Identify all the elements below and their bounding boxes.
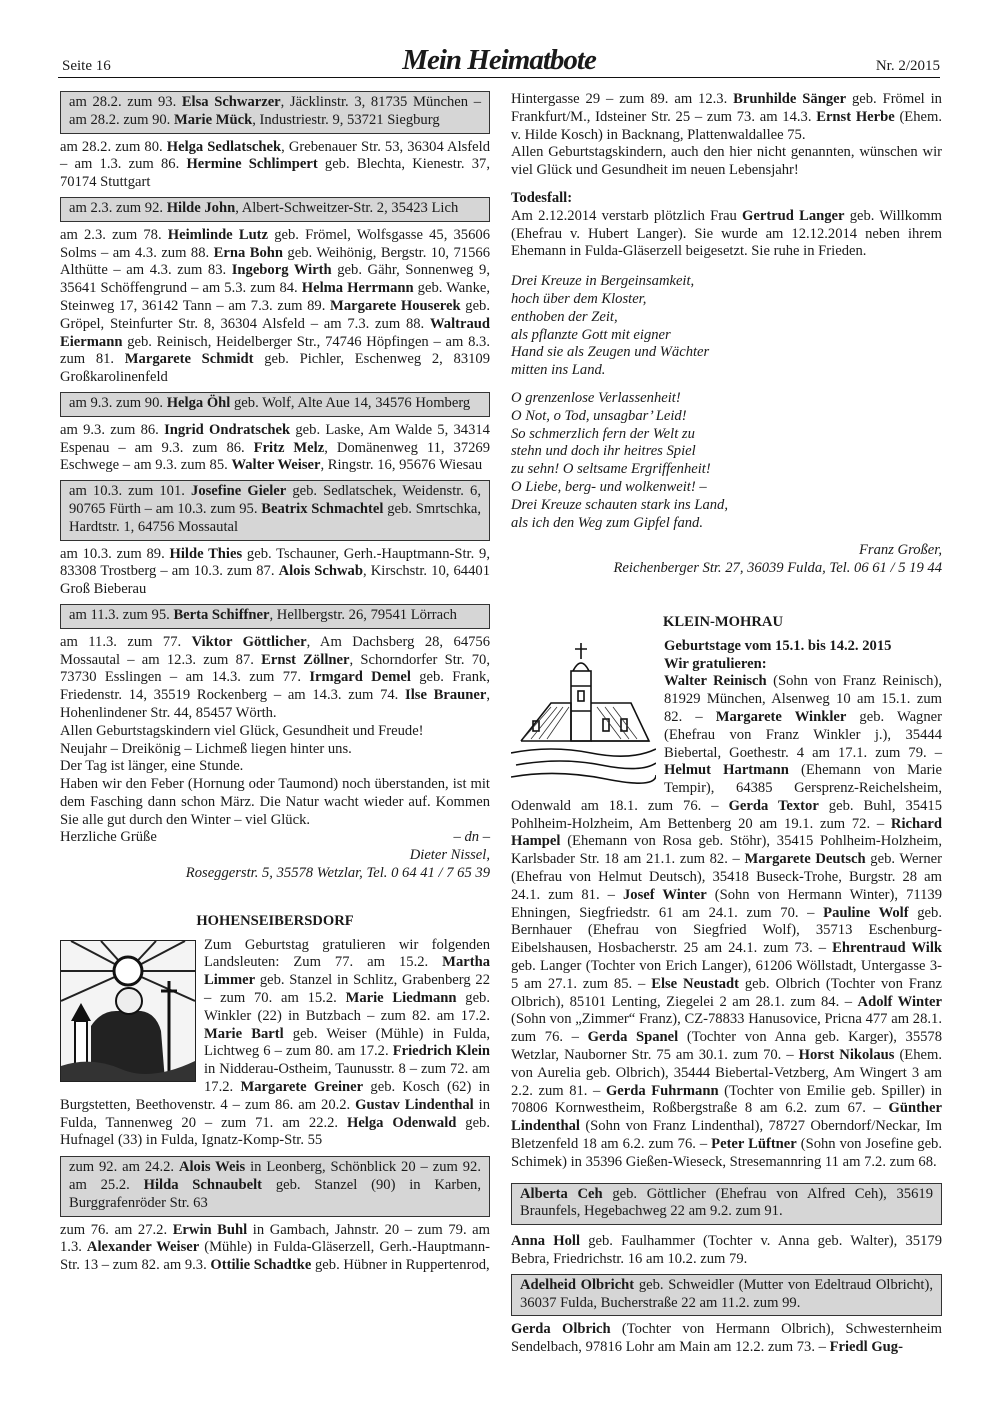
text-run: geb. Sedlatschek, Weidenstr. 6, 90765 Fürth – am 10.3. zum 95. — [69, 483, 481, 517]
poem-line: als pflanzte Gott mit eigner — [511, 326, 671, 343]
text-run: (Ehem. v. Hilde Kosch) in Backnang, Plattenwaldallee 75. — [511, 108, 942, 143]
text-run: , Domänenweg 11, 37269 Eschwege – am 9.3. zum 85. — [60, 439, 491, 474]
text-run: , Hohenlindener Str. 44, 85457 Wörth. — [60, 687, 490, 721]
text-run: in Leonberg, Schönblick 20 – zum 92. am 25.2. — [69, 1159, 481, 1194]
birthday-paragraph — [511, 1233, 942, 1269]
person-name: Brunhilde Sänger — [733, 91, 847, 107]
left-column — [60, 91, 490, 1275]
person-name: Walter Reinisch — [664, 673, 767, 690]
person-name: Irmgard Demel — [309, 669, 411, 686]
person-name: Gerda Fuhrmann — [605, 1082, 719, 1099]
text-run: (Sohn von „Zimmer“ Franz), CZ-78833 Hanusovice, Pricna 477 am 28.1. zum 76. – — [511, 1011, 942, 1046]
poem-line: Drei Kreuze schauten stark ins Land, — [511, 496, 729, 513]
person-name: Günther Lindenthal — [511, 1100, 942, 1135]
text-run: geb. Reinisch, Heidelberger Str., 74746 Höpfingen – am 8.3. zum 81. — [60, 333, 490, 368]
text-run: am 9.3. zum 86. — [60, 421, 165, 438]
section-title-klein-mohrau: KLEIN-MOHRAU — [663, 613, 783, 630]
text-run: (Sohn von Hermann Winter), 71139 Ehningen, Siegfriedstr. 61 am 24.1. zum 70. – — [511, 886, 943, 921]
closing-line: Der Tag ist länger, eine Stunde. — [60, 758, 244, 775]
person-name: Friedrich Klein — [392, 1043, 490, 1060]
closing-line: Neujahr – Dreikönig – Lichmeß liegen hinter uns. — [60, 740, 352, 757]
person-name: Alois Weis — [178, 1159, 246, 1176]
birthday-paragraph — [511, 1321, 942, 1357]
person-name: Else Neustadt — [651, 975, 739, 992]
birthday-box — [60, 197, 490, 222]
text-run: geb. Frank, Friedenstr. 14, 35519 Rockenberg – am 14.3. zum 74. — [60, 669, 490, 704]
person-name: Gerda Olbrich — [511, 1321, 611, 1338]
right-column — [511, 91, 942, 1357]
poem-line: stehn und doch ihr heitres Spiel — [511, 443, 696, 460]
greeting: Herzliche Grüße — [60, 829, 157, 846]
closing-line: Allen Geburtstagskindern viel Glück, Gesundheit und Freude! — [60, 722, 424, 739]
text-run: Hintergasse 29 – zum 89. am 12.3. — [511, 91, 734, 107]
person-name: Horst Nikolaus — [798, 1047, 895, 1064]
text-run: geb. Hufnagel (33) in Fulda, Ignatz-Komp-Str. 55 — [60, 1114, 490, 1149]
person-name: Margarete Greiner — [240, 1079, 364, 1096]
person-name: Helma Herrmann — [301, 280, 414, 297]
person-name: Ottilie Schadtke — [210, 1257, 312, 1274]
text-run: geb. Blechta, Kienestr. 37, 70174 Stuttgart — [60, 156, 490, 191]
woodcut-illustration — [60, 940, 196, 1082]
person-name: Walter Weiser — [231, 457, 321, 474]
poem-stanza-2 — [511, 390, 942, 532]
text-run: zum 92. am 24.2. — [69, 1159, 179, 1176]
page-header — [58, 44, 940, 78]
text-run: , Kirschstr. 10, 64401 Groß Bieberau — [60, 563, 490, 598]
closing-line: Haben wir den Feber (Hornung oder Taumond) noch überstanden, ist mit dem Fasching dann schon März. Die Natur wacht wieder auf. Kommen Sie alle gut durch den Winter – viel Glück. — [60, 776, 490, 828]
birthday-paragraph — [60, 227, 490, 387]
todesfall-title: Todesfall: — [511, 189, 573, 206]
hohenseibersdorf-block — [60, 937, 490, 1151]
person-name: Fritz Melz — [253, 439, 325, 456]
text-run: geb. Weiser (Mühle) in Fulda, Lichtweg 6 – zum 80. am 17.2. — [204, 1025, 490, 1060]
person-name: Helga Odenwald — [346, 1114, 457, 1131]
person-name: Hilde Thies — [169, 545, 243, 562]
text-run: geb. Laske, Am Walde 5, 34314 Espenau – am 9.3. zum 86. — [60, 421, 490, 456]
person-name: Helga Öhl — [166, 394, 231, 411]
person-name: Pauline Wolf — [823, 904, 909, 921]
poem-stanza-1 — [511, 273, 942, 380]
text-run: am 9.3. zum 90. — [69, 394, 167, 411]
text-run: geb. Göttlicher (Ehefrau von Alfred Ceh), 35619 Braunfels, Hegebachweg 22 am 9.2. zum 91. — [520, 1185, 933, 1220]
text-run: geb. Winkler (22) in Butzbach – zum 82. am 17.2. — [204, 990, 490, 1024]
text-run: geb. Smrtschka, Hardtstr. 1, 64756 Mossautal — [69, 500, 481, 535]
text-run: (Ehem. von Aurelia geb. Olbrich), 35444 Biebertal-Vetzberg, Am Wingert 3 am 2.2. zum 81. – — [511, 1047, 943, 1099]
text-run: geb. Weihönig, Bergstr. 10, 71566 Althütte – am 4.3. zum 83. — [60, 244, 490, 279]
text-run: (Sohn von Josefine geb. Schimek) in 35396 Gießen-Wieseck, Stresemannring 11 am 7.2. zum 68. — [511, 1136, 943, 1170]
text-run: , Hellbergstr. 26, 79541 Lörrach — [269, 606, 457, 623]
person-name: Ilse Brauner — [405, 687, 487, 704]
greeting-line — [60, 829, 490, 847]
text-run: geb. Kosch (62) in Burgstetten, Beethovenstr. 4 – zum 86. am 20.2. — [60, 1079, 490, 1113]
person-name: Helga Sedlatschek — [166, 138, 282, 155]
text-run: in Fulda, Tannenweg 20 – zum 71. am 22.2. — [60, 1096, 490, 1131]
klein-mohrau-head-dates: Geburtstage vom 15.1. bis 14.2. 2015 — [664, 637, 892, 654]
text-run: geb. Wolf, Alte Aue 14, 34576 Homberg — [230, 394, 471, 411]
text-run: (Tochter von Hermann Olbrich), Schwesternheim Sendelbach, 97816 Lohr am Main am 12.2. zum 73. – — [511, 1321, 942, 1356]
person-name: Berta Schiffner — [173, 606, 270, 623]
text-run: am 28.2. zum 93. — [69, 94, 182, 110]
text-run: am 2.3. zum 92. — [69, 199, 167, 216]
person-name: Ingrid Ondratschek — [164, 421, 291, 438]
text-run: geb. Frömel, Wolfsgasse 45, 35606 Solms – am 4.3. zum 88. — [60, 226, 490, 261]
person-name: Alois Schwab — [278, 563, 363, 580]
text-run: geb. Faulhammer (Tochter v. Anna geb. Walter), 35179 Bebra, Friedrichstr. 16 am 10.2. zum 79. — [511, 1233, 942, 1268]
person-name: Gerda Textor — [728, 797, 819, 814]
text-run: geb. Frömel in Frankfurt/M., Idsteiner Str. 25 – zum 73. am 14.3. — [511, 91, 942, 125]
person-name: Richard Hampel — [511, 815, 942, 850]
signature-name: Franz Großer, — [859, 542, 942, 559]
birthday-box — [60, 604, 490, 629]
text-run: am 2.3. zum 78. — [60, 226, 168, 243]
person-name: Elsa Schwarzer — [181, 94, 281, 110]
person-name: Hermine Schlimpert — [186, 156, 318, 173]
klein-mohrau-block — [511, 638, 942, 1177]
text-run: geb. Tschauner, Gerh.-Hauptmann-Str. 9, 83308 Trostberg – am 10.3. zum 87. — [60, 545, 490, 580]
poem-line: Hand sie als Zeugen und Wächter — [511, 344, 710, 361]
text-run: zum 76. am 27.2. — [60, 1221, 173, 1238]
birthday-box — [511, 1183, 942, 1226]
poem-line: zu sehn! O seltsame Ergriffenheit! — [511, 461, 711, 478]
birthday-box — [511, 1274, 942, 1317]
birthday-paragraph — [60, 1222, 490, 1275]
birthday-paragraph — [60, 634, 490, 723]
birthday-paragraph — [60, 546, 490, 599]
church-sketch — [511, 641, 656, 789]
greeting-initials: – dn – — [453, 829, 490, 846]
text-run: (Sohn von Franz Lindenthal), 78727 Oberndorf/Neckar, Im Bletzenfeld 18 am 6.2. zum 76. – — [511, 1118, 942, 1153]
person-name: Gerda Spanel — [587, 1029, 679, 1046]
birthday-box — [60, 392, 490, 417]
text-run: geb. Hübner in Ruppertenrod, — [311, 1257, 490, 1274]
poem-line: Drei Kreuze in Bergeinsamkeit, — [511, 273, 695, 290]
text-run: (Ehemann von Rosa geb. Stöhr), 35415 Pohlheim-Holzheim, Karlsbader Str. 18 am 21.1. zum 82. – — [511, 833, 942, 868]
person-name: Viktor Göttlicher — [191, 633, 307, 650]
person-name: Josef Winter — [622, 886, 707, 903]
birthday-paragraph — [60, 139, 490, 192]
text-run: am 10.3. zum 89. — [60, 545, 170, 562]
poem-line: enthoben der Zeit, — [511, 308, 618, 325]
person-name: Ehrentraud Wilk — [832, 940, 943, 957]
text-run: , Ringstr. 16, 95676 Wiesau — [320, 457, 483, 474]
poem-line: O Not, o Tod, unsagbar’ Leid! — [511, 407, 687, 424]
text-run: geb. Buhl, 35415 Pohlheim-Holzheim, Am Bettenberg 20 am 19.1. zum 72. – — [511, 797, 942, 832]
person-name: Anna Holl — [511, 1233, 581, 1250]
person-name: Ingeborg Wirth — [231, 262, 332, 279]
text-run: geb. Pichler, Eschenweg 2, 83109 Großkarolinenfeld — [60, 351, 491, 386]
signature-address: Roseggerstr. 5, 35578 Wetzlar, Tel. 0 64 41 / 7 65 39 — [185, 865, 490, 882]
birthday-box — [60, 91, 490, 134]
text-run: , Schorndorfer Str. 70, 73730 Esslingen – am 14.3. zum 77. — [60, 651, 490, 686]
person-name: Ernst Herbe — [816, 108, 895, 125]
signature-address: Reichenberger Str. 27, 36039 Fulda, Tel. 06 61 / 5 19 44 — [613, 560, 942, 577]
person-name: Peter Lüftner — [711, 1136, 797, 1153]
person-name: Marie Liedmann — [345, 990, 457, 1007]
person-name: Adolf Winter — [857, 993, 942, 1010]
person-name: Helmut Hartmann — [664, 762, 789, 779]
poem-line: hoch über dem Kloster, — [511, 290, 647, 307]
section-title-hohenseibersdorf: HOHENSEIBERSDORF — [196, 912, 354, 929]
poem-line: O grenzenlose Verlassenheit! — [511, 389, 681, 406]
text-run: am 11.3. zum 77. — [60, 633, 192, 650]
person-name: Hilda Schnaubelt — [143, 1177, 263, 1194]
text-run: geb. Stanzel (90) in Karben, Burggrafenröder Str. 63 — [69, 1177, 481, 1211]
text-run: geb. Olbrich (Tochter von Franz Olbrich), 85101 Lenting, Ziegelei 2 am 28.1. zum 84. – — [511, 975, 942, 1010]
text-run: geb. Gähr, Sonnenweg 9, 35641 Schöffengrund – am 5.3. zum 84. — [60, 262, 490, 297]
text-run: Zum Geburtstag gratulieren wir folgenden Landsleuten: Zum 77. am 15.2. — [204, 936, 490, 971]
person-name: Ernst Zöllner — [261, 651, 350, 668]
person-name: Marie Mück — [173, 111, 253, 128]
text-run: am 28.2. zum 80. — [60, 138, 167, 155]
text-run: geb. Bernhauer (Ehefrau von Siegfried Wolf), 35713 Eschenburg-Eibelshausen, Hosbacherstr. 25 am 24.1. zum 73. – — [511, 904, 942, 957]
text-run: geb. Wanke, Steinweg 17, 36142 Tann – am 7.3. zum 89. — [60, 280, 490, 314]
person-name: Alberta Ceh — [520, 1185, 603, 1202]
text-run: , Albert-Schweitzer-Str. 2, 35423 Lich — [235, 199, 459, 216]
person-name: Hilde John — [166, 199, 236, 216]
person-name: Beatrix Schmachtel — [261, 500, 384, 517]
person-name: Gustav Lindenthal — [355, 1096, 474, 1113]
text-run: geb. Stanzel in Schlitz, Grabenberg 22 – zum 70. am 15.2. — [204, 972, 490, 1007]
text-run: am 11.3. zum 95. — [69, 606, 174, 623]
text-run: , Industriestr. 9, 53721 Siegburg — [252, 111, 440, 128]
poem-line: mitten ins Land. — [511, 362, 606, 379]
text-run: (Sohn von Franz Reinisch), 81929 München, Alsenweg 10 am 15.1. zum 82. – — [664, 673, 942, 725]
text-run: geb. Gröpel, Steinfurter Str. 8, 36304 Alsfeld – am 7.3. zum 88. — [60, 297, 490, 332]
birthday-paragraph — [60, 422, 490, 475]
masthead-title: Mein Heimatbote — [402, 44, 596, 76]
text-run: geb. Wagner (Ehefrau von Franz Winkler j.), 35444 Biebertal, Goethestr. 4 am 17.1. zum 79. – — [664, 708, 942, 761]
text-run: (Ehemann von Marie Tempir), 64385 Gersprenz-Reichelsheim, Odenwald am 18.1. zum 76. – — [511, 762, 942, 814]
text-run: , Am Dachsberg 28, 64756 Mossautal – am 12.3. zum 87. — [60, 633, 491, 668]
person-name: Margarete Deutsch — [744, 851, 866, 868]
birthday-paragraph — [511, 91, 942, 144]
todesfall-text — [511, 208, 942, 261]
birthday-box — [60, 480, 490, 540]
person-name: Margarete Houserek — [330, 297, 461, 314]
person-name: Marie Bartl — [204, 1025, 284, 1042]
person-name: Gertrud Langer — [742, 207, 845, 224]
header-rule — [58, 77, 940, 78]
text-run: in Nidderau-Ostheim, Taunusstr. 8 – zum 72. am 17.2. — [204, 1061, 490, 1096]
text-run: Am 2.12.2014 verstarb plötzlich Frau — [511, 207, 743, 224]
text-run: geb. Werner (Ehefrau von Helmut Deutsch), 35418 Buseck-Trohe, Burgstr. 28 am 24.1. zum 81. – — [511, 851, 942, 903]
person-name: Heimlinde Lutz — [167, 226, 269, 243]
wishes-paragraph: Allen Geburtstagskindern, auch den hier nicht genannten, wünschen wir viel Glück und Gesundheit im neuen Lebensjahr! — [511, 144, 942, 179]
birthday-box — [60, 1156, 490, 1216]
text-run: in Gambach, Jahnstr. 20 – zum 79. am 1.3. — [60, 1221, 491, 1256]
text-run: (Tochter von Emilie geb. Spiller) in 70806 Kornwestheim, Roßbergstraße 8 am 6.2. zum 67. – — [511, 1082, 942, 1117]
person-name: Friedl Gug- — [829, 1339, 903, 1356]
person-name: Margarete Schmidt — [124, 351, 254, 368]
person-name: Josefine Gieler — [191, 483, 287, 500]
text-run: geb. Langer (Tochter von Erich Langer), 61206 Wöllstadt, Untergasse 3-5 am 27.1. zum 85. – — [511, 958, 942, 992]
poem-line: O Liebe, berg- und wolkenweit! – — [511, 478, 707, 495]
poem-line: So schmerzlich fern der Welt zu — [511, 425, 695, 442]
text-run: geb. Willkomm (Ehefrau v. Hubert Langer). Sie wurde am 12.12.2014 neben ihrem Ehemann in Fulda-Gläserzell beigesetzt. Sie ruhe in Frieden. — [511, 207, 942, 260]
person-name: Adelheid Olbricht — [520, 1276, 635, 1293]
text-run: (Mühle) in Fulda-Gläserzell, Gerh.-Hauptmann-Str. 13 – zum 82. am 9.3. — [60, 1239, 490, 1274]
person-name: Martha Limmer — [204, 954, 490, 989]
text-run: (Tochter von Anna geb. Karger), 35578 Wetzlar, Nauborner Str. 75 am 30.1. zum 70. – — [511, 1029, 943, 1064]
issue-number: Nr. 2/2015 — [875, 58, 940, 74]
klein-mohrau-head-congrats: Wir gratulieren: — [664, 655, 767, 672]
person-name: Erna Bohn — [213, 244, 283, 261]
signature-name: Dieter Nissel, — [409, 847, 490, 864]
person-name: Waltraud Eiermann — [60, 315, 490, 350]
page-number: Seite 16 — [62, 58, 111, 74]
poem-line: als ich den Weg zum Gipfel fand. — [511, 514, 703, 531]
person-name: Alexander Weiser — [86, 1239, 200, 1256]
text-run: , Jäcklinstr. 3, 81735 München – am 28.2. zum 90. — [69, 94, 481, 128]
person-name: Margarete Winkler — [715, 708, 847, 725]
person-name: Erwin Buhl — [172, 1221, 248, 1238]
text-run: , Grebenauer Str. 53, 36304 Alsfeld – am 1.3. zum 86. — [60, 138, 490, 173]
text-run: geb. Schweidler (Mutter von Edeltraud Olbricht), 36037 Fulda, Bucherstraße 22 am 11.2. zum 99. — [520, 1276, 933, 1311]
text-run: am 10.3. zum 101. — [69, 483, 192, 500]
